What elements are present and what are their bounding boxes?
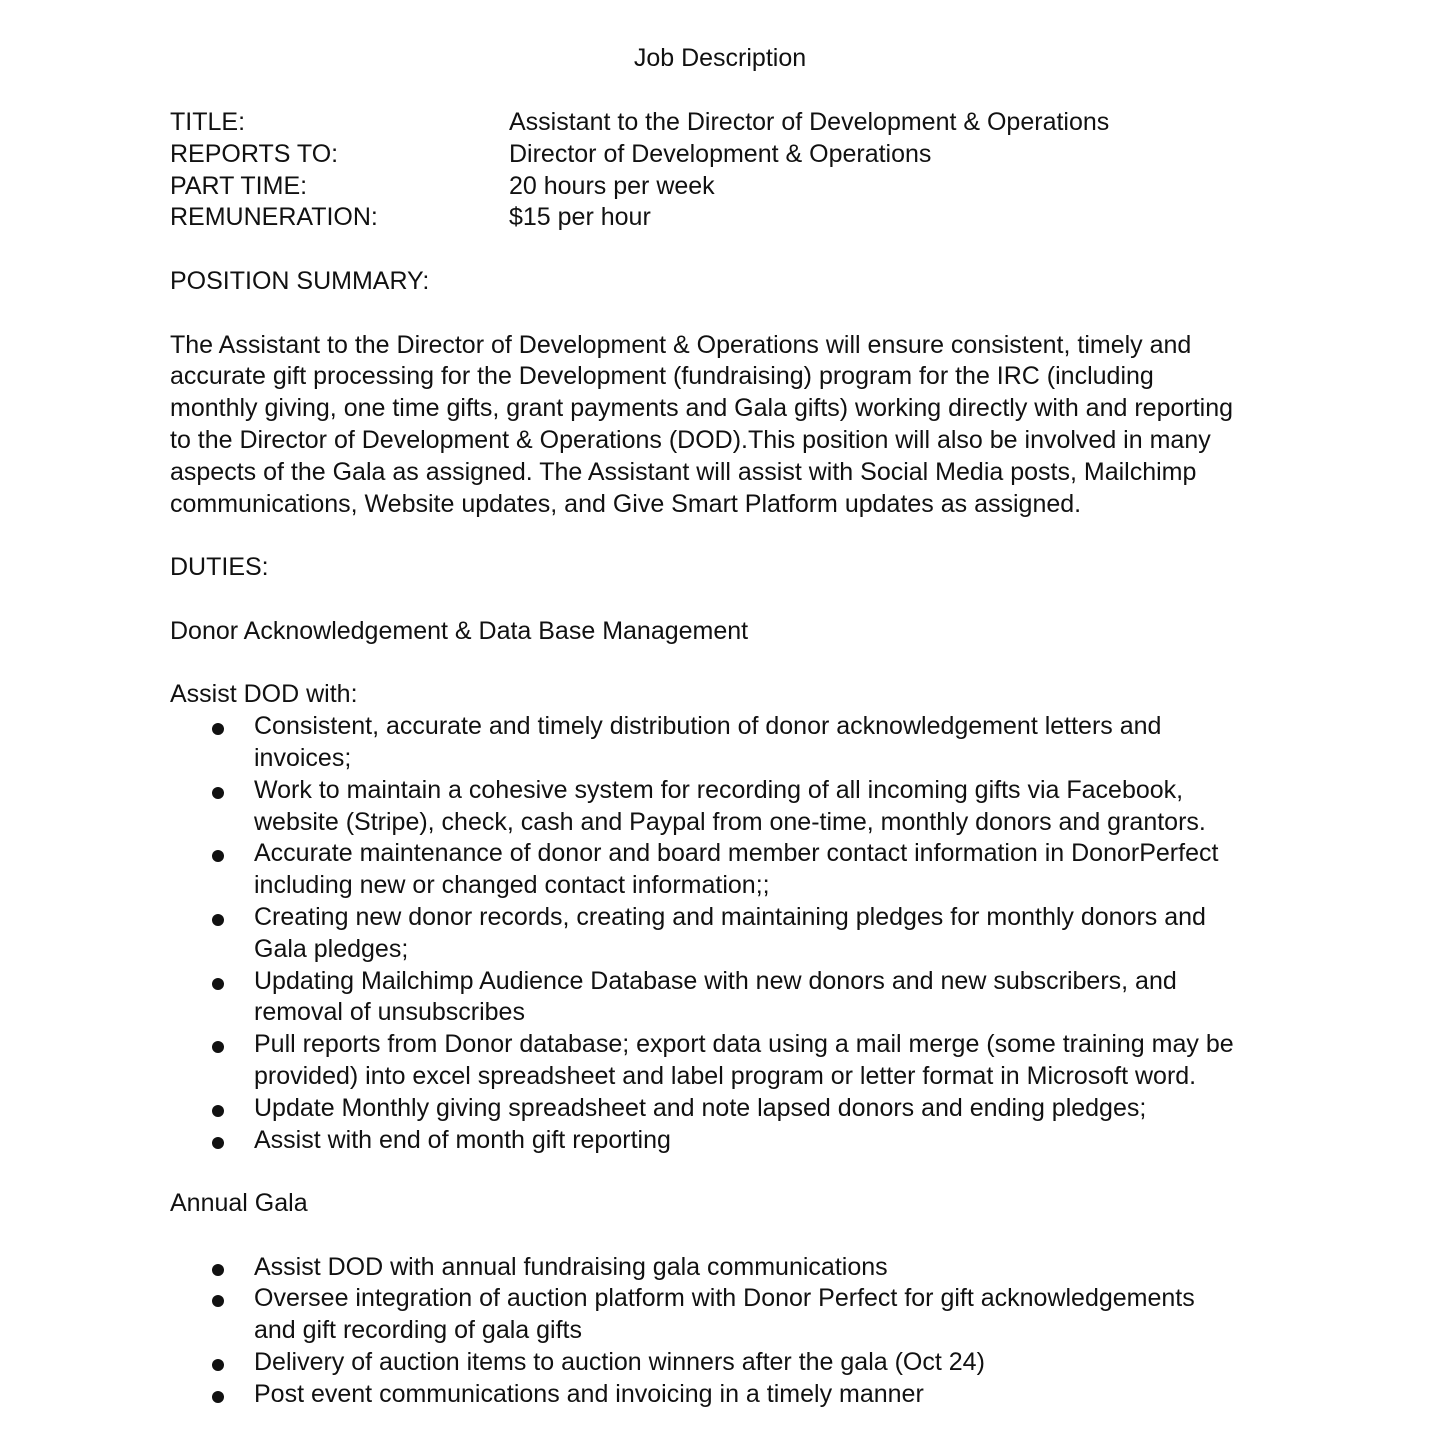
- summary-line: to the Director of Development & Operations (DOD).This position will also be involved in many: [170, 425, 1211, 454]
- list-item: Post event communications and invoicing in a timely manner: [170, 1379, 1310, 1411]
- summary-line: The Assistant to the Director of Development & Operations will ensure consistent, timely and: [170, 330, 1192, 359]
- document-title: Job Description: [633, 44, 807, 72]
- list-item: Assist with end of month gift reporting: [170, 1125, 1310, 1157]
- list-item: Update Monthly giving spreadsheet and note lapsed donors and ending pledges;: [170, 1093, 1310, 1125]
- list-item: Oversee integration of auction platform with Donor Perfect for gift acknowledgements and gift recording of gala gifts: [170, 1283, 1310, 1347]
- summary-line: accurate gift processing for the Development (fundraising) program for the IRC (including: [170, 362, 1154, 391]
- meta-value: Director of Development & Operations: [509, 139, 932, 168]
- meta-row-title: [170, 107, 1310, 139]
- meta-value: Assistant to the Director of Development & Operations: [509, 108, 1110, 136]
- list-item: Consistent, accurate and timely distribution of donor acknowledgement letters and invoices;: [170, 711, 1310, 775]
- meta-value: 20 hours per week: [509, 171, 715, 200]
- section-intro: Assist DOD with:: [170, 680, 358, 709]
- meta-value: $15 per hour: [509, 203, 651, 232]
- meta-label: REPORTS TO:: [170, 139, 339, 168]
- bullet-icon: [212, 1359, 224, 1371]
- spacer: [170, 298, 1310, 330]
- section-heading-donor-acknowledgement: Donor Acknowledgement & Data Base Management: [170, 616, 749, 645]
- summary-line: aspects of the Gala as assigned. The Assistant will assist with Social Media posts, Mailchimp: [170, 457, 1197, 486]
- bullet-icon: [212, 914, 224, 926]
- meta-row-part-time: [170, 171, 1310, 203]
- bullet-icon: [212, 1295, 224, 1307]
- bullet-icon: [212, 1105, 224, 1117]
- list-item: Assist DOD with annual fundraising gala communications: [170, 1252, 1310, 1284]
- job-meta-table: [170, 107, 1310, 234]
- bullet-icon: [212, 978, 224, 990]
- spacer: [170, 648, 1310, 680]
- summary-line: monthly giving, one time gifts, grant payments and Gala gifts) working directly with and reporting: [170, 394, 1234, 423]
- meta-label: TITLE:: [170, 108, 246, 136]
- list-item: Pull reports from Donor database; export data using a mail merge (some training may be provided) into excel spreadsheet and label program or letter format in Microsoft word.: [170, 1029, 1310, 1093]
- bullet-icon: [212, 787, 224, 799]
- meta-label: REMUNERATION:: [170, 203, 378, 232]
- duties-heading: DUTIES:: [170, 553, 269, 582]
- bullet-icon: [212, 723, 224, 735]
- spacer: [170, 1220, 1310, 1252]
- summary-line: communications, Website updates, and Give Smart Platform updates as assigned.: [170, 489, 1082, 518]
- spacer: [170, 584, 1310, 616]
- bullet-icon: [212, 1041, 224, 1053]
- section-heading-annual-gala: Annual Gala: [170, 1189, 308, 1218]
- list-item: Creating new donor records, creating and maintaining pledges for monthly donors and Gala pledges;: [170, 902, 1310, 966]
- gala-duties-list: [170, 1252, 1310, 1411]
- list-item: Updating Mailchimp Audience Database with new donors and new subscribers, and removal of unsubscribes: [170, 966, 1310, 1030]
- meta-row-remuneration: [170, 202, 1310, 234]
- meta-row-reports-to: [170, 139, 1310, 171]
- position-summary-heading: POSITION SUMMARY:: [170, 266, 430, 295]
- bullet-icon: [212, 1264, 224, 1276]
- spacer: [170, 520, 1310, 552]
- document-body: [170, 107, 1310, 1411]
- spacer: [170, 1156, 1310, 1188]
- spacer: [170, 234, 1310, 266]
- position-summary-text: [170, 330, 1310, 521]
- donor-duties-list: [170, 711, 1310, 1156]
- list-item: Accurate maintenance of donor and board member contact information in DonorPerfect including new or changed contact information;;: [170, 838, 1310, 902]
- list-item: Work to maintain a cohesive system for recording of all incoming gifts via Facebook, website (Stripe), check, cash and Paypal from one-time, monthly donors and grantors.: [170, 775, 1310, 839]
- list-item: Delivery of auction items to auction winners after the gala (Oct 24): [170, 1347, 1310, 1379]
- bullet-icon: [212, 850, 224, 862]
- bullet-icon: [212, 1391, 224, 1403]
- bullet-icon: [212, 1137, 224, 1149]
- meta-label: PART TIME:: [170, 171, 308, 200]
